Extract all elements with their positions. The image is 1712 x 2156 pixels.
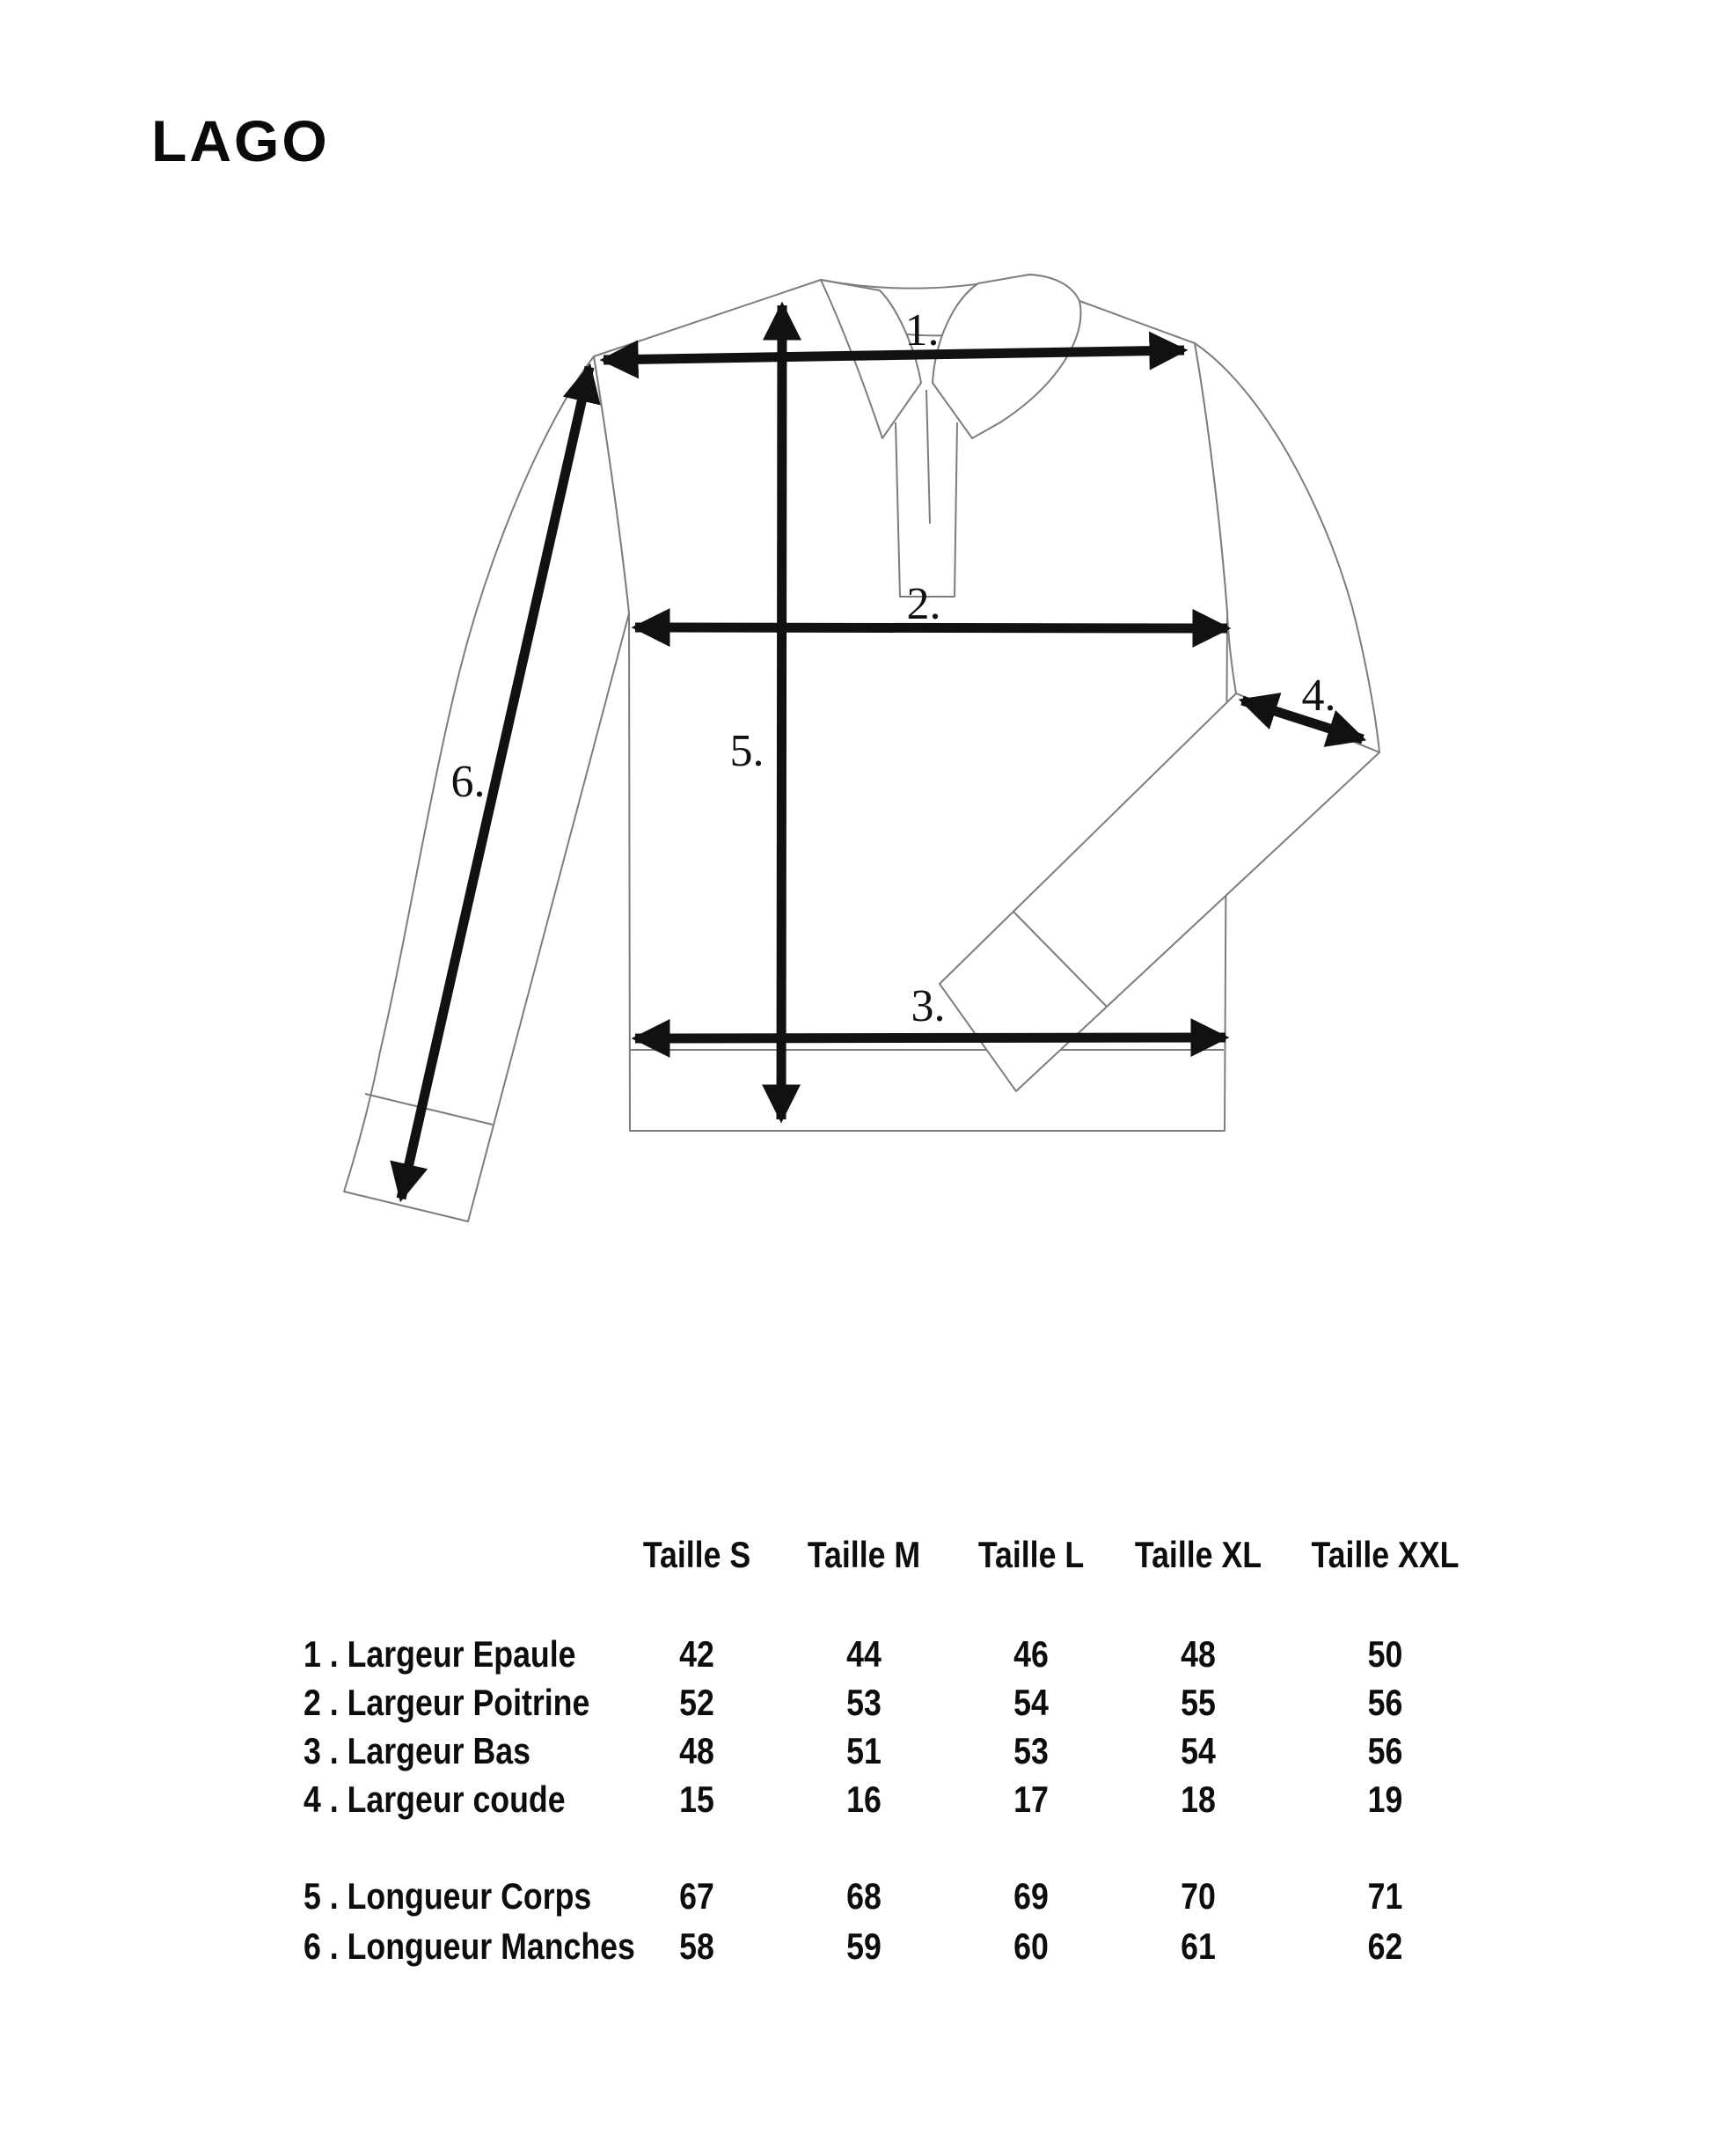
cell-value: 18 — [1181, 1778, 1216, 1820]
cell-value: 54 — [1013, 1682, 1049, 1723]
cell-value: 55 — [1181, 1682, 1216, 1723]
cell-value: 58 — [679, 1925, 714, 1967]
cell-value: 56 — [1367, 1682, 1403, 1723]
diagram-label-3: 3. — [911, 981, 946, 1031]
column-header-taille-m: Taille M — [807, 1534, 921, 1575]
diagram-label-4: 4. — [1301, 671, 1336, 721]
row-label-largeur-poitrine: 2 . Largeur Poitrine — [304, 1682, 590, 1723]
cell-value: 67 — [679, 1875, 714, 1917]
row-label-longueur-manches: 6 . Longueur Manches — [304, 1925, 635, 1967]
cell-value: 46 — [1013, 1633, 1049, 1675]
column-header-taille-l: Taille L — [977, 1534, 1085, 1575]
cell-value: 70 — [1181, 1875, 1216, 1917]
diagram-label-1: 1. — [904, 305, 940, 356]
cell-value: 52 — [679, 1682, 714, 1723]
diagram-label-2: 2. — [906, 579, 941, 629]
diagram-label-5: 5. — [729, 726, 765, 776]
page-title: LAGO — [151, 108, 330, 173]
cell-value: 19 — [1367, 1778, 1403, 1820]
cell-value: 48 — [1181, 1633, 1216, 1675]
cell-value: 51 — [846, 1730, 882, 1771]
cell-value: 71 — [1367, 1875, 1403, 1917]
cell-value: 48 — [679, 1730, 714, 1771]
cell-value: 50 — [1367, 1633, 1403, 1675]
cell-value: 69 — [1013, 1875, 1049, 1917]
cell-value: 61 — [1181, 1925, 1216, 1967]
cell-value: 53 — [846, 1682, 882, 1723]
cell-value: 17 — [1013, 1778, 1049, 1820]
cell-value: 53 — [1013, 1730, 1049, 1771]
column-header-taille-xl: Taille XL — [1134, 1534, 1262, 1575]
column-header-taille-xxl: Taille XXL — [1311, 1534, 1460, 1575]
cell-value: 44 — [846, 1633, 882, 1675]
cell-value: 62 — [1367, 1925, 1403, 1967]
row-label-largeur-coude: 4 . Largeur coude — [304, 1778, 566, 1820]
row-label-longueur-corps: 5 . Longueur Corps — [304, 1875, 592, 1917]
cell-value: 68 — [846, 1875, 882, 1917]
cell-value: 59 — [846, 1925, 882, 1967]
cell-value: 42 — [679, 1633, 714, 1675]
cell-value: 15 — [679, 1778, 714, 1820]
row-label-largeur-epaule: 1 . Largeur Epaule — [304, 1633, 576, 1675]
cell-value: 54 — [1181, 1730, 1216, 1771]
row-label-largeur-bas: 3 . Largeur Bas — [304, 1730, 530, 1771]
cell-value: 60 — [1013, 1925, 1049, 1967]
cell-value: 16 — [846, 1778, 882, 1820]
cell-value: 56 — [1367, 1730, 1403, 1771]
diagram-label-6: 6. — [450, 757, 486, 807]
column-header-taille-s: Taille S — [642, 1534, 751, 1575]
